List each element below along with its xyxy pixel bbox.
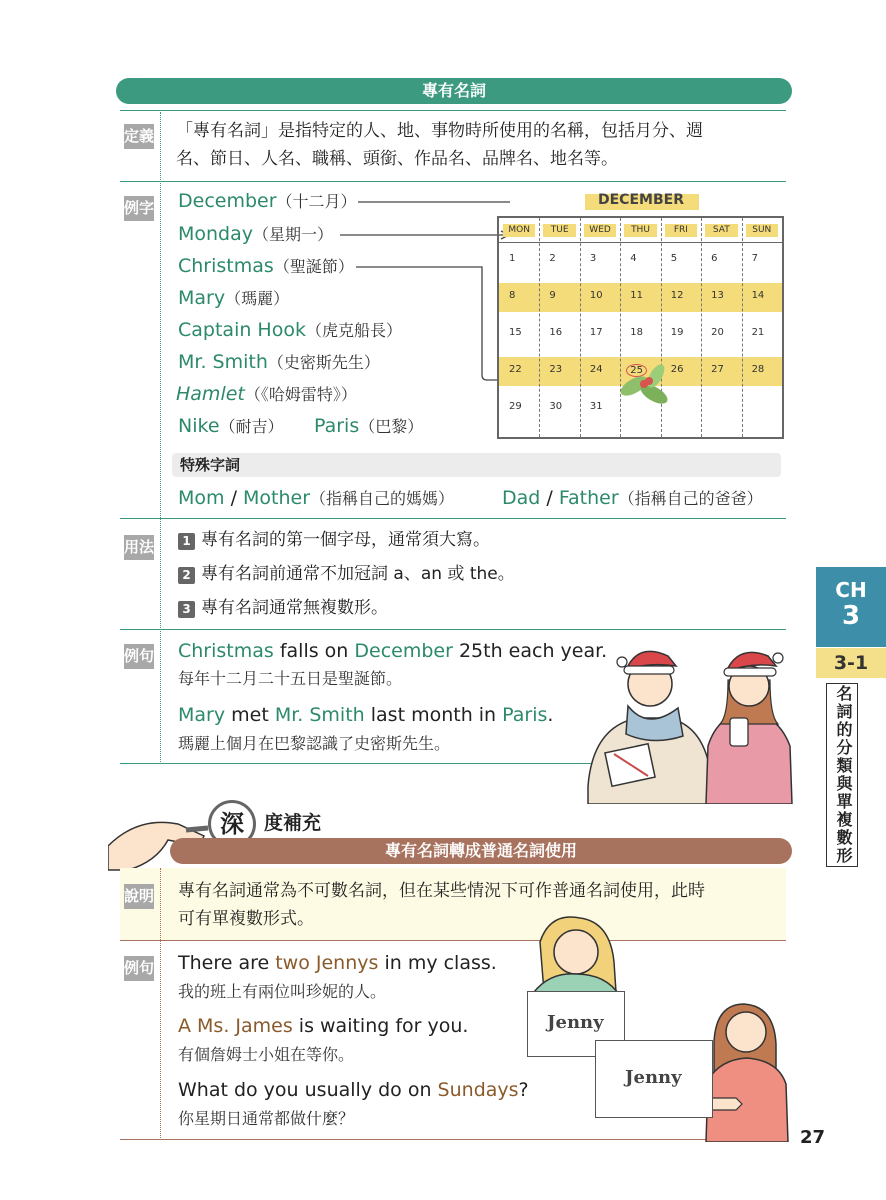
- calendar-date: 18: [630, 327, 644, 338]
- calendar-date: 14: [751, 290, 765, 301]
- chapter-label: CH: [835, 578, 867, 602]
- special-title: 特殊字詞: [180, 456, 241, 474]
- calendar-day-header: FRI: [665, 224, 697, 237]
- calendar-day-header: THU: [624, 224, 656, 237]
- calendar-date: 15: [509, 327, 522, 338]
- column-divider: [580, 218, 581, 437]
- calendar-date: 30: [549, 401, 563, 412]
- definition-line1: 「專有名詞」是指特定的人、地、事物時所使用的名稱，包括月分、週: [176, 121, 703, 141]
- word-item: Hamlet（《哈姆雷特》）: [176, 383, 357, 405]
- calendar-date: 21: [751, 327, 765, 338]
- calendar-day-header: WED: [584, 224, 616, 237]
- explain-line2: 可有單複數形式。: [178, 909, 314, 929]
- word-item: Christmas（聖誕節）: [178, 255, 354, 277]
- calendar-date: 31: [589, 401, 603, 412]
- calendar-month: DECEMBER: [598, 192, 684, 208]
- calendar-day-header: SAT: [705, 224, 737, 237]
- calendar-date: 2: [549, 253, 556, 264]
- sentence-en: Mary met Mr. Smith last month in Paris.: [178, 704, 554, 726]
- special-item: Dad / Father（指稱自己的爸爸）: [502, 487, 763, 509]
- calendar-date: 6: [711, 253, 718, 264]
- sign-text: Jenny: [547, 1012, 604, 1033]
- calendar-date: 16: [549, 327, 563, 338]
- definition-label: 定義: [124, 124, 154, 149]
- sentence-en: A Ms. James is waiting for you.: [178, 1015, 469, 1037]
- header-line: [499, 242, 782, 243]
- calendar-date: 17: [589, 327, 603, 338]
- word-item: Nike（耐吉）: [178, 415, 284, 437]
- sentence-en: What do you usually do on Sundays?: [178, 1079, 529, 1101]
- column-divider: [539, 218, 540, 437]
- divider: [120, 518, 786, 519]
- chapter-tab: [816, 567, 886, 647]
- examples-label: 例字: [124, 196, 154, 221]
- sentence-zh: 我的班上有兩位叫珍妮的人。: [178, 982, 387, 1001]
- calendar-date: 22: [509, 364, 522, 375]
- chapter-number: 3: [841, 601, 861, 631]
- calendar-date: 1: [509, 253, 516, 264]
- page-number: 27: [800, 1127, 826, 1148]
- sign-text: Jenny: [625, 1067, 682, 1088]
- supplement-sentences-label: 例句: [124, 956, 154, 981]
- calendar-date: 26: [670, 364, 684, 375]
- word-item: December（十二月）: [178, 190, 357, 212]
- section-title-vertical: 名詞的分類與單複數形: [826, 683, 858, 867]
- divider: [120, 629, 786, 630]
- divider: [120, 181, 786, 182]
- word-item: Captain Hook（虎克船長）: [178, 319, 402, 341]
- divider: [120, 110, 786, 111]
- sentence-zh: 每年十二月二十五日是聖誕節。: [178, 669, 403, 688]
- sentence-zh: 有個詹姆士小姐在等你。: [178, 1045, 355, 1064]
- word-item: Monday（星期一）: [178, 223, 334, 245]
- calendar-date: 27: [711, 364, 724, 375]
- calendar-date: 3: [589, 253, 597, 264]
- calendar-date: 4: [630, 253, 637, 264]
- calendar-date: 29: [509, 401, 522, 412]
- usage-rule: 3 專有名詞通常無複數形。: [178, 597, 388, 619]
- sentence-zh: 瑪麗上個月在巴黎認識了史密斯先生。: [178, 734, 451, 753]
- calendar-date: 5: [670, 253, 678, 264]
- explain-line1: 專有名詞通常為不可數名詞，但在某些情況下可作普通名詞使用，此時: [178, 881, 705, 901]
- calendar-day-header: TUE: [543, 224, 575, 237]
- calendar-date: 7: [751, 253, 758, 264]
- dotted-divider: [160, 868, 161, 1138]
- calendar-date: 23: [549, 364, 563, 375]
- calendar-date: 10: [589, 290, 603, 301]
- sentence-zh: 你星期日通常都做什麼？: [178, 1109, 355, 1128]
- definition-line2: 名、節日、人名、職稱、頭銜、作品名、品牌名、地名等。: [176, 149, 618, 169]
- calendar-date: 13: [711, 290, 724, 301]
- usage-label: 用法: [124, 535, 154, 560]
- word-item: Mr. Smith（史密斯先生）: [178, 351, 380, 373]
- supplement-heading: 度補充: [264, 812, 322, 834]
- sentences-label: 例句: [124, 644, 154, 669]
- section-number: 3-1: [816, 648, 886, 678]
- section-title: 專有名詞: [116, 78, 792, 104]
- word-item: Mary（瑪麗）: [178, 287, 290, 309]
- arrow-lines: [340, 190, 510, 390]
- calendar-date: 19: [670, 327, 684, 338]
- calendar-day-header: MON: [503, 224, 535, 237]
- supplement-title: 專有名詞轉成普通名詞使用: [170, 838, 792, 864]
- special-item: Mom / Mother（指稱自己的媽媽）: [178, 487, 455, 509]
- calendar-date: 28: [751, 364, 765, 375]
- dotted-divider: [160, 112, 161, 762]
- christmas-people-illustration: [578, 636, 800, 804]
- column-divider: [742, 218, 743, 437]
- explain-label: 說明: [124, 884, 154, 909]
- holly-icon: [618, 358, 674, 412]
- column-divider: [701, 218, 702, 437]
- calendar-date: 25: [626, 364, 647, 377]
- special-bar: [172, 453, 781, 477]
- calendar-date: 8: [509, 290, 516, 301]
- calendar-date: 24: [589, 364, 603, 375]
- usage-rule: 1 專有名詞的第一個字母，通常須大寫。: [178, 529, 490, 551]
- sentence-en: Christmas falls on December 25th each year.: [178, 640, 608, 662]
- calendar-date: 9: [549, 290, 556, 301]
- calendar-day-header: SUN: [746, 224, 778, 237]
- calendar-date: 20: [711, 327, 724, 338]
- sentence-en: There are two Jennys in my class.: [178, 952, 497, 974]
- calendar-date: 12: [670, 290, 684, 301]
- depth-badge: 深: [208, 800, 256, 848]
- calendar-date: 11: [630, 290, 644, 301]
- word-item: Paris（巴黎）: [314, 415, 424, 437]
- usage-rule: 2 專有名詞前通常不加冠詞 a、an 或 the。: [178, 563, 515, 585]
